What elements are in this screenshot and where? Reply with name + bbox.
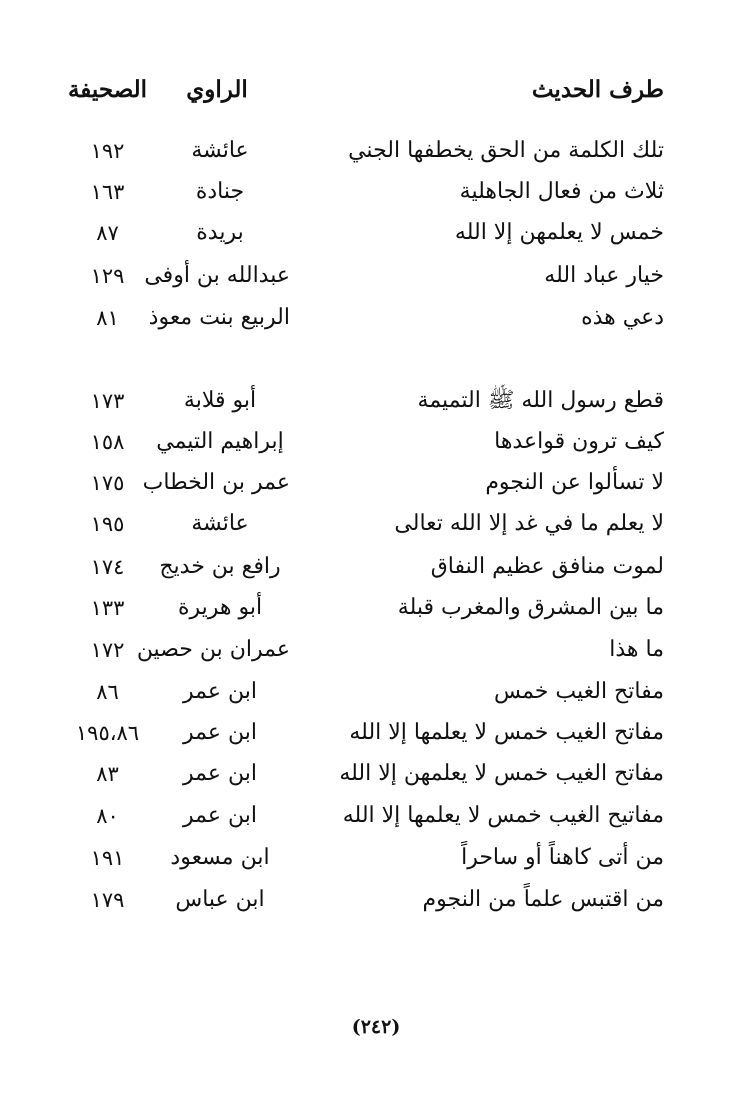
narrator-name: ابن مسعود <box>170 845 270 870</box>
narrator-name: ابن عمر <box>183 803 257 828</box>
header-hadith: طرف الحديث <box>531 76 664 103</box>
narrator-name: ابن عباس <box>175 887 265 912</box>
page-ref: ١٦٣ <box>90 180 125 204</box>
hadith-text: مفاتيح الغيب خمس لا يعلمها إلا الله <box>342 803 664 828</box>
hadith-text: قطع رسول الله ﷺ التميمة <box>417 388 664 413</box>
page-ref: ٨٧ <box>96 221 119 245</box>
page-ref: ١٧٢ <box>90 638 125 662</box>
hadith-text: ثلاث من فعال الجاهلية <box>459 179 664 204</box>
page-ref: ١٩١ <box>90 846 125 870</box>
narrator-name: عائشة <box>191 138 249 163</box>
page-number: (٢٤٢) <box>351 1016 401 1038</box>
page-ref: ١٧٩ <box>90 888 125 912</box>
narrator-name: أبو قلابة <box>183 388 257 413</box>
hadith-text: خمس لا يعلمهن إلا الله <box>454 220 664 245</box>
table-header <box>0 70 752 110</box>
table-row <box>0 547 752 587</box>
table-row <box>0 796 752 836</box>
narrator-name: ابن عمر <box>183 720 257 745</box>
hadith-text: لا تسألوا عن النجوم <box>485 470 664 495</box>
page-ref: ٨٦ <box>96 680 119 704</box>
table-row <box>0 880 752 920</box>
hadith-text: ما هذا <box>609 637 664 662</box>
hadith-text: ما بين المشرق والمغرب قبلة <box>397 595 664 620</box>
table-row <box>0 213 752 253</box>
page-ref: ١٩٥،٨٦ <box>75 721 140 745</box>
header-narrator: الراوي <box>186 76 248 103</box>
page-ref: ١٧٤ <box>90 555 125 579</box>
page-ref: ١٩٢ <box>90 139 125 163</box>
narrator-name: جنادة <box>195 179 245 204</box>
hadith-text: دعي هذه <box>581 305 664 330</box>
page-ref: ١٥٨ <box>90 430 125 454</box>
table-row <box>0 672 752 712</box>
table-row <box>0 381 752 421</box>
hadith-text: مفاتح الغيب خمس لا يعلمهن إلا الله <box>339 761 664 786</box>
narrator-name: ابن عمر <box>183 761 257 786</box>
narrator-name: أبو هريرة <box>177 595 263 620</box>
page-ref: ١٩٥ <box>90 512 125 536</box>
header-page: الصحيفة <box>67 76 148 103</box>
table-row <box>0 422 752 462</box>
table-row <box>0 588 752 628</box>
table-row <box>0 131 752 171</box>
narrator-name: عمران بن حصين <box>136 637 290 662</box>
page-ref: ٨١ <box>96 306 119 330</box>
table-row <box>0 838 752 878</box>
hadith-text: مفاتح الغيب خمس لا يعلمها إلا الله <box>349 720 664 745</box>
hadith-text: لموت منافق عظيم النفاق <box>430 554 664 579</box>
hadith-text: خيار عباد الله <box>544 263 664 288</box>
hadith-text: كيف ترون قواعدها <box>494 429 664 454</box>
narrator-name: عمر بن الخطاب <box>142 470 290 495</box>
hadith-text: لا يعلم ما في غد إلا الله تعالى <box>394 511 664 536</box>
hadith-text: تلك الكلمة من الحق يخطفها الجني <box>348 138 664 163</box>
narrator-name: الربيع بنت معوذ <box>148 305 290 330</box>
hadith-text: مفاتح الغيب خمس <box>494 679 664 704</box>
page-ref: ١٧٣ <box>90 389 125 413</box>
hadith-text: من اقتبس علماً من النجوم <box>422 887 664 912</box>
page-ref: ١٧٥ <box>90 471 125 495</box>
hadith-text: من أتى كاهناً أو ساحراً <box>461 845 664 870</box>
table-row <box>0 172 752 212</box>
narrator-name: عائشة <box>191 511 249 536</box>
narrator-name: رافع بن خديج <box>159 554 281 579</box>
narrator-name: بريدة <box>196 220 244 245</box>
page-ref: ١٣٣ <box>90 596 125 620</box>
table-row <box>0 504 752 544</box>
table-row <box>0 754 752 794</box>
page-ref: ١٢٩ <box>90 264 125 288</box>
narrator-name: عبدالله بن أوفى <box>144 263 290 288</box>
table-row <box>0 463 752 503</box>
page-ref: ٨٠ <box>96 804 119 828</box>
table-row <box>0 256 752 296</box>
page-ref: ٨٣ <box>96 762 119 786</box>
narrator-name: ابن عمر <box>183 679 257 704</box>
table-row <box>0 713 752 753</box>
table-row <box>0 630 752 670</box>
narrator-name: إبراهيم التيمي <box>156 429 284 454</box>
table-row <box>0 298 752 338</box>
